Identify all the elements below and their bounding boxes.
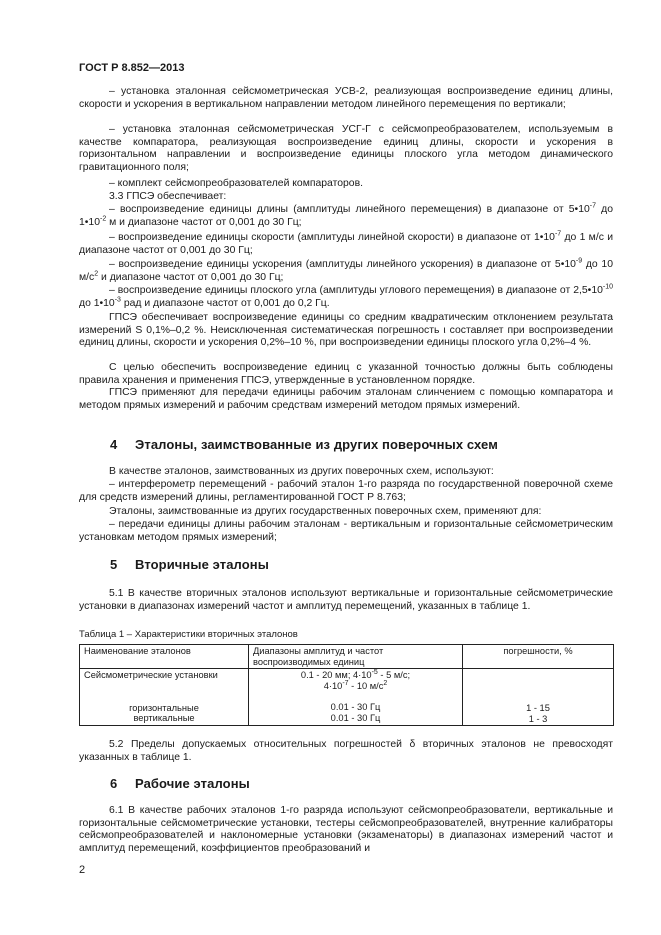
section-title: Рабочие эталоны <box>135 776 250 791</box>
table-header-row <box>80 645 614 669</box>
table-header-cell: Диапазоны амплитуд и частот воспроизводимых единиц <box>249 645 463 669</box>
section-4-heading <box>110 439 498 452</box>
section-5-p1: 5.1 В качестве вторичных эталонов используют вертикальные и горизонтальные сейсмометрические установки в диапазонах измерений частот и амплитуд перемещений, указанных в таблице 1. <box>79 588 613 612</box>
subrow-error: 1 - 3 <box>528 713 548 724</box>
paragraph-length-range: – воспроизведение единицы длины (амплитуды линейного перемещения) в диапазоне от $5•10^{-7}$ до $1•10^{-2}$ м и диапазоне частот от 0,001 до 30 Гц; <box>79 202 613 228</box>
section-number: 6 <box>110 776 118 791</box>
page-number: 2 <box>79 864 86 876</box>
paragraph-usg: – установка эталонная сейсмометрическая УСГ-Г с сейсмопреобразователем, используемым в качестве компаратора, реализующая воспроизведение единиц длины, скорости и ускорения в горизонтальном направлении и воспроизведение единицы плоского угла методом динамического гравитационного поля; <box>79 124 613 173</box>
section-number: 4 <box>110 437 118 452</box>
paragraph-angle-range: – воспроизведение единицы плоского угла (амплитуды углового перемещения) в диапазоне от $2,5•10^{-10}$ до $1•10^{-3}$ рад и диапазоне частот от 0,001 до 0,2 Гц. <box>79 283 613 309</box>
document-header: ГОСТ Р 8.852—2013 <box>79 62 185 74</box>
paragraph-accel-range: – воспроизведение единицы ускорения (амплитуды линейного ускорения) в диапазоне от $5•10^{-9}$ до 10 $м/с^2$ и диапазоне частот от 0,001 до 30 Гц; <box>79 257 613 283</box>
section-title: Вторичные эталоны <box>135 557 269 572</box>
table-header-cell: Наименование эталонов <box>80 645 249 669</box>
subrow-name: вертикальные <box>133 713 195 724</box>
subrow-range: 0.01 - 30 Гц <box>330 712 381 723</box>
section-4-p4: – передачи единицы длины рабочим эталонам - вертикальным и горизонтальные сейсмометрическим установкам методом прямых измерений; <box>79 519 613 543</box>
table-header-cell: погрешности, % <box>463 645 614 669</box>
section-4-p1: В качестве эталонов, заимствованных из других поверочных схем, используют: <box>109 466 494 477</box>
section-number: 5 <box>110 557 118 572</box>
paragraph-usv2: – установка эталонная сейсмометрическая УСВ-2, реализующая воспроизведение единиц длины, скорости и ускорения в вертикальном направлении методом линейного перемещения по вертикали; <box>79 86 613 110</box>
paragraph-storage: С целью обеспечить воспроизведение единиц с указанной точностью должны быть соблюдены правила хранения и применения ГПСЭ, утвержденные в установленном порядке. <box>79 362 613 386</box>
section-4-p2: – интерферометр перемещений - рабочий эталон 1-го разряда по государственной поверочной схеме для средств измерений длины, регламентированной ГОСТ Р 8.763; <box>79 479 613 503</box>
table-row <box>80 669 614 726</box>
section-5-p2: 5.2 Пределы допускаемых относительных погрешностей δ вторичных эталонов не превосходят указанных в таблице 1. <box>79 739 613 763</box>
secondary-standards-table <box>79 644 614 726</box>
section-title: Эталоны, заимствованные из других поверочных схем <box>135 437 498 452</box>
section-5-heading <box>110 559 269 572</box>
subrow-error: 1 - 15 <box>526 703 550 714</box>
section-6-heading <box>110 778 250 791</box>
table-cell-name: Сейсмометрические установки горизонтальные вертикальные <box>80 669 249 726</box>
paragraph-velocity-range: – воспроизведение единицы скорости (амплитуды линейной скорости) в диапазоне от $1•10^{-7}$ до 1 м/с и диапазоне частот от 0,001 до 30 Гц; <box>79 230 613 256</box>
paragraph-gpse-accuracy: ГПСЭ обеспечивает воспроизведение единицы со средним квадратическим отклонением результата измерений S 0,1%–0,2 %. Неисключенная систематическая погрешность ι составляет при воспроизведении единиц длины, скорости и ускорения 0,2%–10 %, при воспроизведении единицы плоского угла 0,2%–4 %. <box>79 312 613 349</box>
paragraph-comparators: – комплект сейсмопреобразователей компараторов. <box>109 178 363 189</box>
subrow-range: 0.01 - 30 Гц <box>330 702 381 713</box>
table-cell-error <box>463 669 614 726</box>
section-4-p3: Эталоны, заимствованные из других государственных поверочных схем, применяют для: <box>109 506 542 517</box>
subrow-name: горизонтальные <box>129 702 199 713</box>
table-cell-range: 0.1 - 20 мм; $4\cdot 10^{-5} - 5$ м/с; $4\cdot 10^{-7} - 10$ $м/с^2$ 0.01 - 30 Гц 0.01 - 30 Гц <box>249 669 463 726</box>
table-caption: Таблица 1 – Характеристики вторичных эталонов <box>79 629 298 640</box>
section-6-p1: 6.1 В качестве рабочих эталонов 1-го разряда используют сейсмопреобразователи, вертикальные и горизонтальные сейсмометрические установки, тестеры сейсмопреобразователей, внутренние калибраторы сейсмопреобразователей и наклономерные установки (экзаменаторы) в диапазонах измерений частот и амплитуд перемещений, коэффициентов преобразований и <box>79 805 613 854</box>
paragraph-transfer: ГПСЭ применяют для передачи единицы рабочим эталонам слинчением с помощью компаратора и методом прямых измерений и рабочим средствам измерений методом прямых измерений. <box>79 387 613 411</box>
paragraph-3-3-intro: 3.3 ГПСЭ обеспечивает: <box>109 191 227 202</box>
